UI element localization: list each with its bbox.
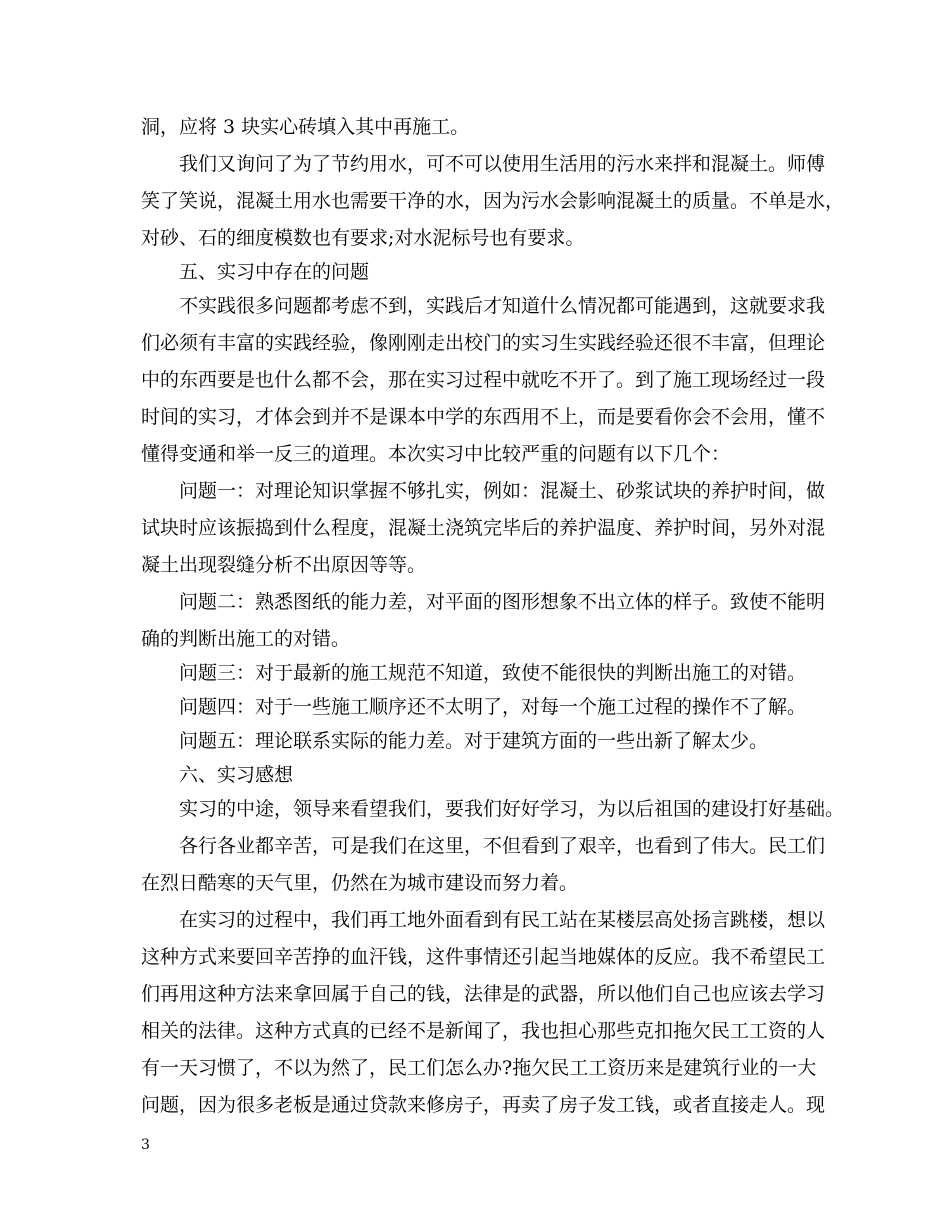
- text-line: 问题，因为很多老板是通过贷款来修房子，再卖了房子发工钱，或者直接走人。现: [141, 1094, 826, 1116]
- text-line: 不实践很多问题都考虑不到，实践后才知道什么情况都可能遇到，这就要求我: [179, 295, 826, 317]
- text-line: 中的东西要是也什么都不会，那在实习过程中就吃不开了。到了施工现场经过一段: [141, 369, 826, 391]
- text-line: 们再用这种方法来拿回属于自己的钱，法律是的武器，所以他们自己也应该去学习: [141, 983, 826, 1005]
- text-line: 在实习的过程中，我们再工地外面看到有民工站在某楼层高处扬言跳楼，想以: [179, 909, 826, 931]
- text-line: 各行各业都辛苦，可是我们在这里，不但看到了艰辛，也看到了伟大。民工们: [179, 835, 826, 857]
- text-line: 在烈日酷寒的天气里，仍然在为城市建设而努力着。: [141, 872, 579, 894]
- text-line: 试块时应该振捣到什么程度，混凝土浇筑完毕后的养护温度、养护时间，另外对混: [141, 517, 826, 539]
- text-line: 笑了笑说，混凝土用水也需要干净的水，因为污水会影响混凝土的质量。不单是水，: [141, 190, 845, 212]
- section-heading: 六、实习感想: [179, 764, 294, 786]
- page-number: 3: [141, 1137, 150, 1153]
- text-line: 问题一：对理论知识掌握不够扎实，例如：混凝土、砂浆试块的养护时间，做: [179, 480, 826, 502]
- text-line: 这种方式来要回辛苦挣的血汗钱，这件事情还引起当地媒体的反应。我不希望民工: [141, 946, 826, 968]
- text-line: 问题二：熟悉图纸的能力差，对平面的图形想象不出立体的样子。致使不能明: [179, 591, 826, 613]
- text-line: 实习的中途，领导来看望我们，要我们好好学习，为以后祖国的建设打好基础。: [179, 798, 845, 820]
- text-line: 懂得变通和举一反三的道理。本次实习中比较严重的问题有以下几个：: [141, 443, 731, 465]
- text-line: 问题四：对于一些施工顺序还不太明了，对每一个施工过程的操作不了解。: [179, 696, 807, 718]
- text-line: 问题三：对于最新的施工规范不知道，致使不能很快的判断出施工的对错。: [179, 662, 807, 684]
- text-line: 们必须有丰富的实践经验，像刚刚走出校门的实习生实践经验还很不丰富，但理论: [141, 332, 826, 354]
- section-heading: 五、实习中存在的问题: [179, 261, 370, 283]
- text-line: 凝土出现裂缝分析不出原因等等。: [141, 554, 427, 576]
- text-line: 有一天习惯了，不以为然了，民工们怎么办?拖欠民工工资历来是建筑行业的一大: [141, 1057, 817, 1079]
- text-line: 时间的实习，才体会到并不是课本中学的东西用不上，而是要看你会不会用，懂不: [141, 406, 826, 428]
- text-line: 我们又询问了为了节约用水，可不可以使用生活用的污水来拌和混凝土。师傅: [179, 153, 826, 175]
- text-line: 问题五：理论联系实际的能力差。对于建筑方面的一些出新了解太少。: [179, 730, 769, 752]
- text-line: 对砂、石的细度模数也有要求;对水泥标号也有要求。: [141, 227, 585, 249]
- text-line: 相关的法律。这种方式真的已经不是新闻了，我也担心那些克扣拖欠民工工资的人: [141, 1020, 826, 1042]
- text-line: 洞，应将 3 块实心砖填入其中再施工。: [141, 116, 470, 138]
- text-line: 确的判断出施工的对错。: [141, 628, 351, 650]
